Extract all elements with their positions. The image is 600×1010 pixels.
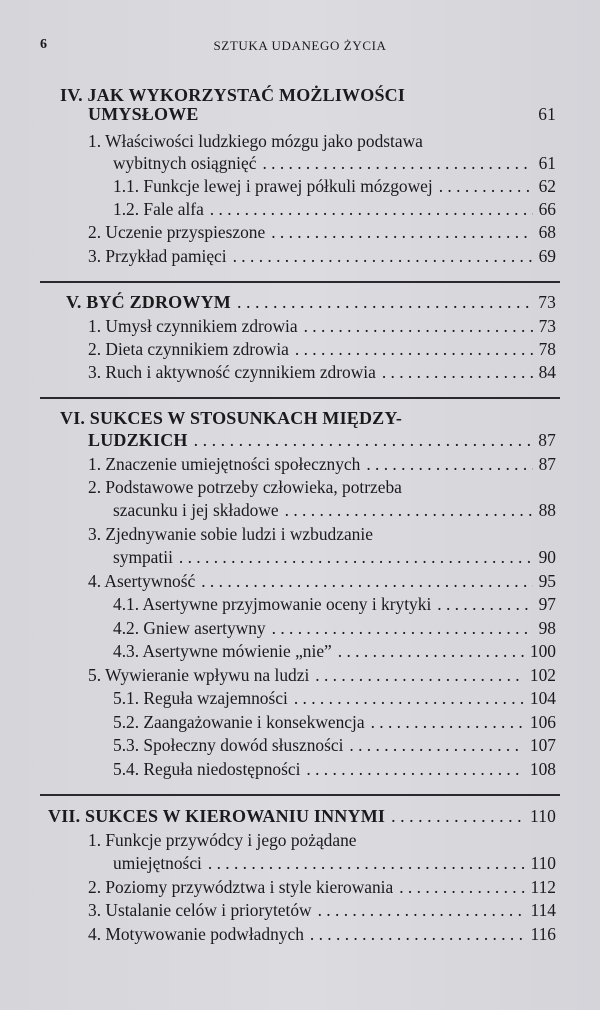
entry-page: 106 [529, 712, 556, 732]
entry-label: 2. Poziomy przywództwa i style kierowania [88, 877, 394, 897]
toc-entry[interactable] [113, 712, 556, 733]
entry-label-cont: szacunku i jej składowe [113, 500, 279, 520]
dot-leader [233, 246, 533, 267]
dot-leader [437, 594, 532, 615]
entry-label: 4. Motywowanie podwładnych [88, 924, 304, 944]
toc-entry[interactable] [88, 830, 556, 851]
dot-leader [201, 571, 532, 592]
dot-leader [271, 222, 532, 243]
dot-leader [439, 176, 533, 197]
toc-chapter-vi-line2[interactable] [88, 430, 556, 451]
entry-page: 61 [538, 153, 556, 173]
entry-label: 3. Zjednywanie sobie ludzi i wzbudzanie [88, 524, 373, 544]
toc-entry[interactable] [113, 176, 556, 197]
chapter-v-title: V. BYĆ ZDROWYM [66, 292, 231, 312]
toc-entry[interactable] [88, 316, 556, 337]
entry-page: 84 [538, 362, 556, 382]
toc-entry[interactable] [88, 924, 556, 945]
toc-entry[interactable] [88, 524, 556, 545]
section-divider [40, 397, 560, 399]
entry-label: 3. Ustalanie celów i priorytetów [88, 900, 312, 920]
toc-entry[interactable] [88, 477, 556, 498]
toc-chapter-vi-line1[interactable] [60, 408, 560, 429]
dot-leader [306, 759, 524, 780]
entry-page: 112 [530, 877, 556, 897]
toc-chapter-vii[interactable] [48, 806, 556, 827]
dot-leader [382, 362, 533, 383]
toc-chapter-v[interactable] [66, 292, 556, 313]
entry-label: 3. Ruch i aktywność czynnikiem zdrowia [88, 362, 376, 382]
toc-chapter-iv-line2[interactable] [88, 104, 556, 125]
toc-entry[interactable] [88, 877, 556, 898]
entry-page: 98 [538, 618, 556, 638]
toc-entry[interactable] [113, 735, 556, 756]
chapter-vi-page: 87 [538, 430, 556, 450]
chapter-vii-title: VII. SUKCES W KIEROWANIU INNYMI [48, 806, 386, 826]
chapter-iv-page: 61 [538, 104, 556, 124]
entry-page: 90 [538, 547, 556, 567]
dot-leader [338, 641, 524, 662]
entry-label: 4.3. Asertywne mówienie „nie” [113, 641, 332, 661]
entry-label-cont: sympatii [113, 547, 173, 567]
dot-leader [294, 688, 524, 709]
toc-entry[interactable] [88, 246, 556, 267]
entry-page: 87 [538, 454, 556, 474]
toc-entry[interactable] [88, 454, 556, 475]
dot-leader [391, 806, 524, 827]
entry-page: 114 [530, 900, 556, 920]
entry-label: 2. Podstawowe potrzeby człowieka, potrzeba [88, 477, 402, 497]
toc-entry[interactable] [113, 759, 556, 780]
entry-label: 5. Wywieranie wpływu na ludzi [88, 665, 310, 685]
toc-entry[interactable] [113, 199, 556, 220]
entry-label: 4.2. Gniew asertywny [113, 618, 266, 638]
entry-page: 116 [530, 924, 556, 944]
chapter-iv-title-line2: UMYSŁOWE [88, 104, 199, 124]
entry-label: 1.2. Fale alfa [113, 199, 204, 219]
dot-leader [295, 339, 533, 360]
entry-label: 3. Przykład pamięci [88, 246, 227, 266]
entry-page: 102 [529, 665, 556, 685]
dot-leader [304, 316, 533, 337]
toc-entry[interactable] [113, 641, 556, 662]
toc-entry[interactable] [113, 853, 556, 874]
entry-page: 104 [529, 688, 556, 708]
chapter-v-page: 73 [538, 292, 556, 312]
toc-entry[interactable] [113, 500, 556, 521]
toc-entry[interactable] [88, 222, 556, 243]
entry-page: 73 [538, 316, 556, 336]
running-title: SZTUKA UDANEGO ŻYCIA [213, 38, 387, 53]
entry-label: 4. Asertywność [88, 571, 196, 591]
entry-label: 5.3. Społeczny dowód słuszności [113, 735, 344, 755]
dot-leader [272, 618, 533, 639]
toc-entry[interactable] [88, 571, 556, 592]
dot-leader [208, 853, 525, 874]
dot-leader [237, 292, 532, 313]
dot-leader [210, 199, 533, 220]
entry-label-cont: umiejętności [113, 853, 202, 873]
chapter-vi-title-line2: LUDZKICH [88, 430, 188, 450]
toc-entry[interactable] [88, 339, 556, 360]
entry-label: 1. Znaczenie umiejętności społecznych [88, 454, 361, 474]
entry-page: 78 [538, 339, 556, 359]
entry-label: 1.1. Funkcje lewej i prawej półkuli mózgowej [113, 176, 433, 196]
entry-page: 110 [530, 853, 556, 873]
entry-label: 4.1. Asertywne przyjmowanie oceny i krytyki [113, 594, 432, 614]
dot-leader [315, 665, 524, 686]
entry-page: 108 [529, 759, 556, 779]
section-divider [40, 794, 560, 796]
dot-leader [285, 500, 533, 521]
entry-label-cont: wybitnych osiągnięć [113, 153, 257, 173]
toc-entry[interactable] [88, 665, 556, 686]
toc-entry[interactable] [88, 900, 556, 921]
dot-leader [399, 877, 524, 898]
entry-label: 2. Uczenie przyspieszone [88, 222, 266, 242]
entry-label: 5.1. Reguła wzajemności [113, 688, 288, 708]
toc-entry[interactable] [113, 153, 556, 174]
section-divider [40, 281, 560, 283]
dot-leader [318, 900, 525, 921]
chapter-vi-title-line1: VI. SUKCES W STOSUNKACH MIĘDZY- [60, 408, 403, 428]
entry-page: 107 [529, 735, 556, 755]
entry-page: 69 [538, 246, 556, 266]
dot-leader [262, 153, 532, 174]
toc-chapter-iv-line1[interactable] [60, 85, 560, 106]
entry-page: 88 [538, 500, 556, 520]
chapter-iv-title-line1: IV. JAK WYKORZYSTAĆ MOŻLIWOŚCI [60, 85, 406, 105]
entry-label: 5.4. Reguła niedostępności [113, 759, 301, 779]
dot-leader [194, 430, 533, 451]
entry-label: 1. Właściwości ludzkiego mózgu jako podstawa [88, 131, 423, 151]
entry-label: 1. Funkcje przywódcy i jego pożądane [88, 830, 357, 850]
toc-entry[interactable] [88, 131, 556, 152]
toc-entry[interactable] [113, 688, 556, 709]
dot-leader [349, 735, 524, 756]
toc-entry[interactable] [113, 618, 556, 639]
dot-leader [366, 454, 532, 475]
chapter-vii-page: 110 [529, 806, 556, 826]
entry-page: 62 [538, 176, 556, 196]
dot-leader [310, 924, 525, 945]
dot-leader [179, 547, 533, 568]
toc-entry[interactable] [113, 594, 556, 615]
entry-label: 2. Dieta czynnikiem zdrowia [88, 339, 289, 359]
entry-page: 97 [538, 594, 556, 614]
entry-page: 95 [538, 571, 556, 591]
entry-page: 100 [529, 641, 556, 661]
entry-page: 66 [538, 199, 556, 219]
toc-entry[interactable] [113, 547, 556, 568]
entry-label: 5.2. Zaangażowanie i konsekwencja [113, 712, 365, 732]
page-number: 6 [40, 37, 47, 52]
toc-entry[interactable] [88, 362, 556, 383]
dot-leader [371, 712, 524, 733]
entry-label: 1. Umysł czynnikiem zdrowia [88, 316, 298, 336]
entry-page: 68 [538, 222, 556, 242]
